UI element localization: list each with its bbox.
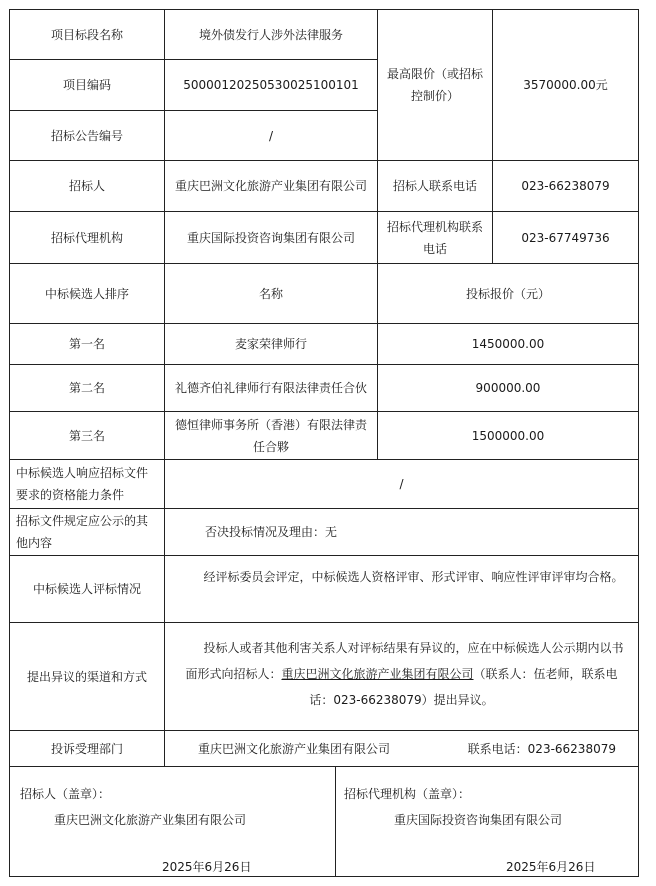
candidate-3-price: 1500000.00: [377, 411, 639, 460]
max-price-value: 3570000.00元: [492, 9, 639, 161]
notice-number-label: 招标公告编号: [9, 110, 165, 161]
project-code-value: 500001202505300251001​01: [164, 59, 378, 111]
tenderer-value: 重庆巴洲文化旅游产业集团有限公司: [164, 160, 378, 212]
evaluation-label: 中标候选人评标情况: [9, 555, 165, 623]
tenderer-seal-date: 2025年6月26日: [162, 860, 252, 874]
agency-value: 重庆国际投资咨询集团有限公司: [164, 211, 378, 264]
max-price-label: 最高限价（或招标控制价）: [377, 9, 493, 161]
qualification-value: /: [164, 459, 639, 509]
complaint-label: 投诉受理部门: [9, 730, 165, 767]
objection-value: [164, 622, 639, 731]
qualification-label: 中标候选人响应招标文件要求的资格能力条件: [9, 459, 165, 509]
other-content-value: 否决投标情况及理由：无: [164, 508, 639, 556]
project-name-label: 项目标段名称: [9, 9, 165, 60]
complaint-value-cell: [164, 730, 639, 767]
candidate-2-price: 900000.00: [377, 364, 639, 412]
project-name-value: 境外债发行人涉外法律服务: [164, 9, 378, 60]
agency-label: 招标代理机构: [9, 211, 165, 264]
project-code-label: 项目编码: [9, 59, 165, 111]
agency-phone-value: 023-67749736: [492, 211, 639, 264]
agency-seal-name: 重庆国际投资咨询集团有限公司: [394, 813, 563, 827]
agency-seal-box: [335, 766, 639, 877]
notice-number-value: /: [164, 110, 378, 161]
candidate-3-rank: 第三名: [9, 411, 165, 460]
candidate-1-name: 麦家荣律师行: [164, 323, 378, 365]
bid-announcement-table: [9, 9, 639, 877]
complaint-phone: 联系电话：023-66238079: [467, 741, 616, 756]
candidate-price-header: 投标报价（元）: [377, 263, 639, 324]
candidate-rank-header: 中标候选人排序: [9, 263, 165, 324]
candidate-1-price: 1450000.00: [377, 323, 639, 365]
tenderer-label: 招标人: [9, 160, 165, 212]
objection-text-before: 投标人或者其他利害关系人对评标结果有异议的，应在中标候选人公示期内以书面形式向招标人：: [185, 641, 624, 681]
objection-label: 提出异议的渠道和方式: [9, 622, 165, 731]
tenderer-phone-label: 招标人联系电话: [377, 160, 493, 212]
tenderer-seal-box: [9, 766, 336, 877]
tenderer-seal-label: 招标人（盖章）：: [20, 787, 111, 801]
candidate-1-rank: 第一名: [9, 323, 165, 365]
objection-org-underlined: 重庆巴洲文化旅游产业集团有限公司: [281, 667, 474, 681]
agency-seal-date: 2025年6月26日: [506, 860, 596, 874]
candidate-2-rank: 第二名: [9, 364, 165, 412]
tenderer-seal-name: 重庆巴洲文化旅游产业集团有限公司: [54, 813, 247, 827]
agency-seal-label: 招标代理机构（盖章）：: [344, 787, 471, 801]
tenderer-phone-value: 023-66238079: [492, 160, 639, 212]
objection-text-after: （联系人：伍老师，联系电话：023-66238079）提出异议。: [309, 667, 618, 707]
evaluation-value: 经评标委员会评定，中标候选人资格评审、形式评审、响应性评审评审均合格。: [164, 555, 639, 623]
candidate-name-header: 名称: [164, 263, 378, 324]
other-content-label: 招标文件规定应公示的其他内容: [9, 508, 165, 556]
candidate-2-name: 礼德齐伯礼律师行有限法律责任合伙: [164, 364, 378, 412]
candidate-3-name: 德恒律师事务所（香港）有限法律责任合夥: [164, 411, 378, 460]
agency-phone-label: 招标代理机构联系电话: [377, 211, 493, 264]
complaint-dept: 重庆巴洲文化旅游产业集团有限公司: [198, 741, 391, 756]
